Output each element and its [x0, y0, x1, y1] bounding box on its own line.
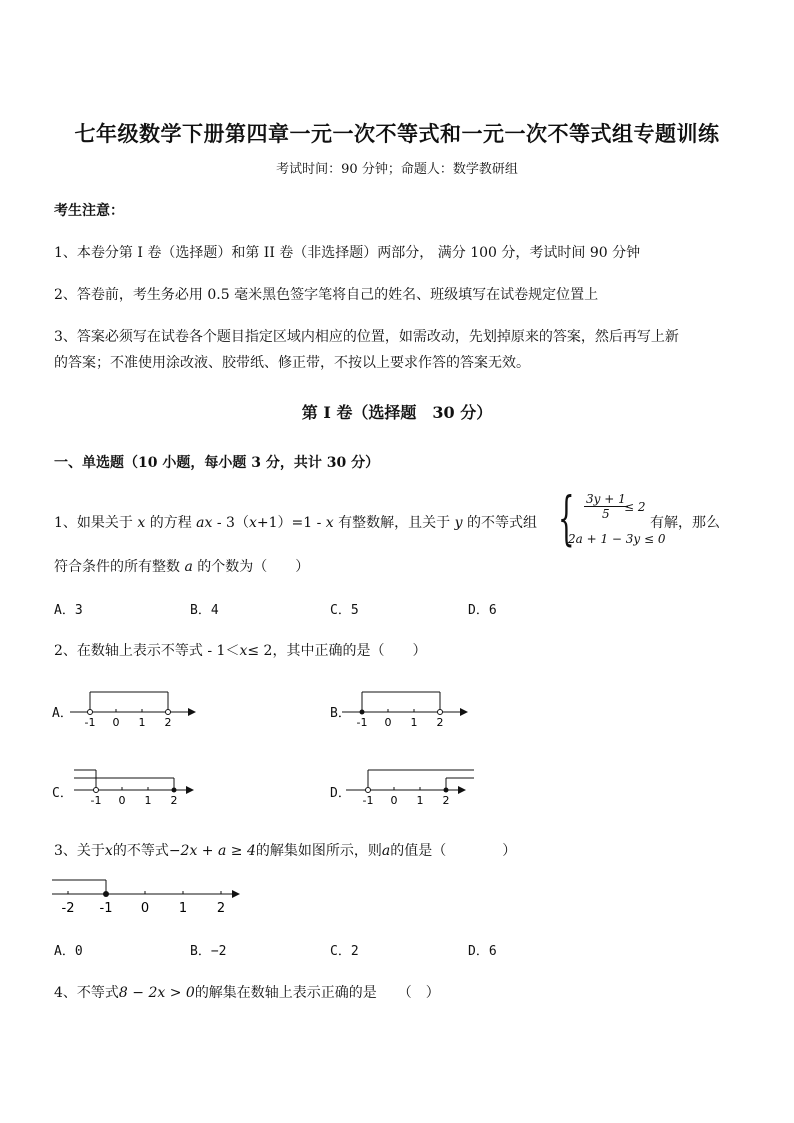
q3-option-d[interactable]: D．6	[468, 944, 497, 959]
q3-option-c[interactable]: C．2	[330, 944, 359, 959]
notice-item-3: 3、答案必须写在试卷各个题目指定区域内相应的位置，如需改动，先划掉原来的答案，然后再写上新	[54, 329, 679, 345]
q2-numberline-a[interactable]	[70, 684, 200, 730]
notice-item-1: 1、本卷分第 I 卷（选择题）和第 II 卷（非选择题）两部分， 满分 100 分，考试时间 90 分钟	[54, 245, 641, 261]
svg-text:1: 1	[178, 901, 188, 916]
q2-option-a-label[interactable]: A．	[52, 706, 73, 721]
system-brace: {	[558, 484, 575, 552]
svg-text:2: 2	[170, 794, 178, 807]
q3-text: 3、关于x的不等式−2x + a ≥ 4的解集如图所示，则a的值是（ ）	[54, 843, 517, 859]
q1-text-end: 有解，那么	[650, 515, 720, 531]
exam-info: 考试时间：90 分钟；命题人：数学教研组	[276, 162, 518, 177]
q3-option-a[interactable]: A．0	[54, 944, 83, 959]
q1-option-d[interactable]: D．6	[468, 603, 497, 618]
svg-text:2: 2	[436, 716, 444, 729]
q1-option-c[interactable]: C．5	[330, 603, 359, 618]
svg-text:-1: -1	[84, 716, 96, 729]
q2-text: 2、在数轴上表示不等式 - 1＜x≤ 2，其中正确的是（ ）	[54, 643, 427, 659]
svg-text:-2: -2	[61, 901, 75, 916]
part-title: 一、单选题（10 小题，每小题 3 分，共计 30 分）	[54, 455, 380, 471]
svg-text:-1: -1	[99, 901, 113, 916]
svg-text:1: 1	[416, 794, 424, 807]
svg-text:0: 0	[118, 794, 126, 807]
q2-option-d-label[interactable]: D．	[330, 786, 351, 801]
q2-numberline-d[interactable]	[346, 766, 478, 812]
svg-text:0: 0	[112, 716, 120, 729]
q4-text: 4、不等式8 − 2x > 0的解集在数轴上表示正确的是 （ ）	[54, 985, 440, 1001]
q2-numberline-c[interactable]	[74, 766, 198, 812]
q3-numberline	[52, 874, 244, 918]
svg-text:2: 2	[216, 901, 226, 916]
q2-option-c-label[interactable]: C．	[52, 786, 73, 801]
q1-option-a[interactable]: A．3	[54, 603, 83, 618]
q1-text: 1、如果关于 x 的方程 ax - 3（x+1）=1 - x 有整数解，且关于 y 的不等式组	[54, 515, 537, 531]
svg-text:0: 0	[384, 716, 392, 729]
q3-option-b[interactable]: B．−2	[190, 944, 227, 959]
svg-text:2: 2	[164, 716, 172, 729]
q2-numberline-b[interactable]	[342, 684, 472, 730]
notice-heading: 考生注意：	[54, 203, 124, 219]
system-fraction: $\frac{3y + 1}{5}$	[586, 492, 626, 521]
svg-text:1: 1	[410, 716, 418, 729]
q2-option-b-label[interactable]: B．	[330, 706, 351, 721]
section-title: 第 I 卷（选择题 30 分）	[301, 403, 493, 422]
notice-item-2: 2、答卷前，考生务必用 0.5 毫米黑色签字笔将自己的姓名、班级填写在试卷规定位置上	[54, 287, 599, 303]
svg-text:-1: -1	[90, 794, 102, 807]
svg-text:0: 0	[140, 901, 150, 916]
q1-text-line2: 符合条件的所有整数 a 的个数为（ ）	[54, 559, 310, 575]
q1-option-b[interactable]: B．4	[190, 603, 219, 618]
svg-text:-1: -1	[356, 716, 368, 729]
svg-text:1: 1	[144, 794, 152, 807]
page-title: 七年级数学下册第四章一元一次不等式和一元一次不等式组专题训练	[74, 121, 720, 146]
svg-text:-1: -1	[362, 794, 374, 807]
svg-text:1: 1	[138, 716, 146, 729]
svg-text:2: 2	[442, 794, 450, 807]
svg-text:0: 0	[390, 794, 398, 807]
notice-item-3-cont: 的答案；不准使用涂改液、胶带纸、修正带，不按以上要求作答的答案无效。	[54, 355, 530, 371]
q1-inequality-system: { $\frac{3y + 1}{5}$ ≤ 2 2a + 1 − 3y ≤ 0	[558, 484, 666, 552]
